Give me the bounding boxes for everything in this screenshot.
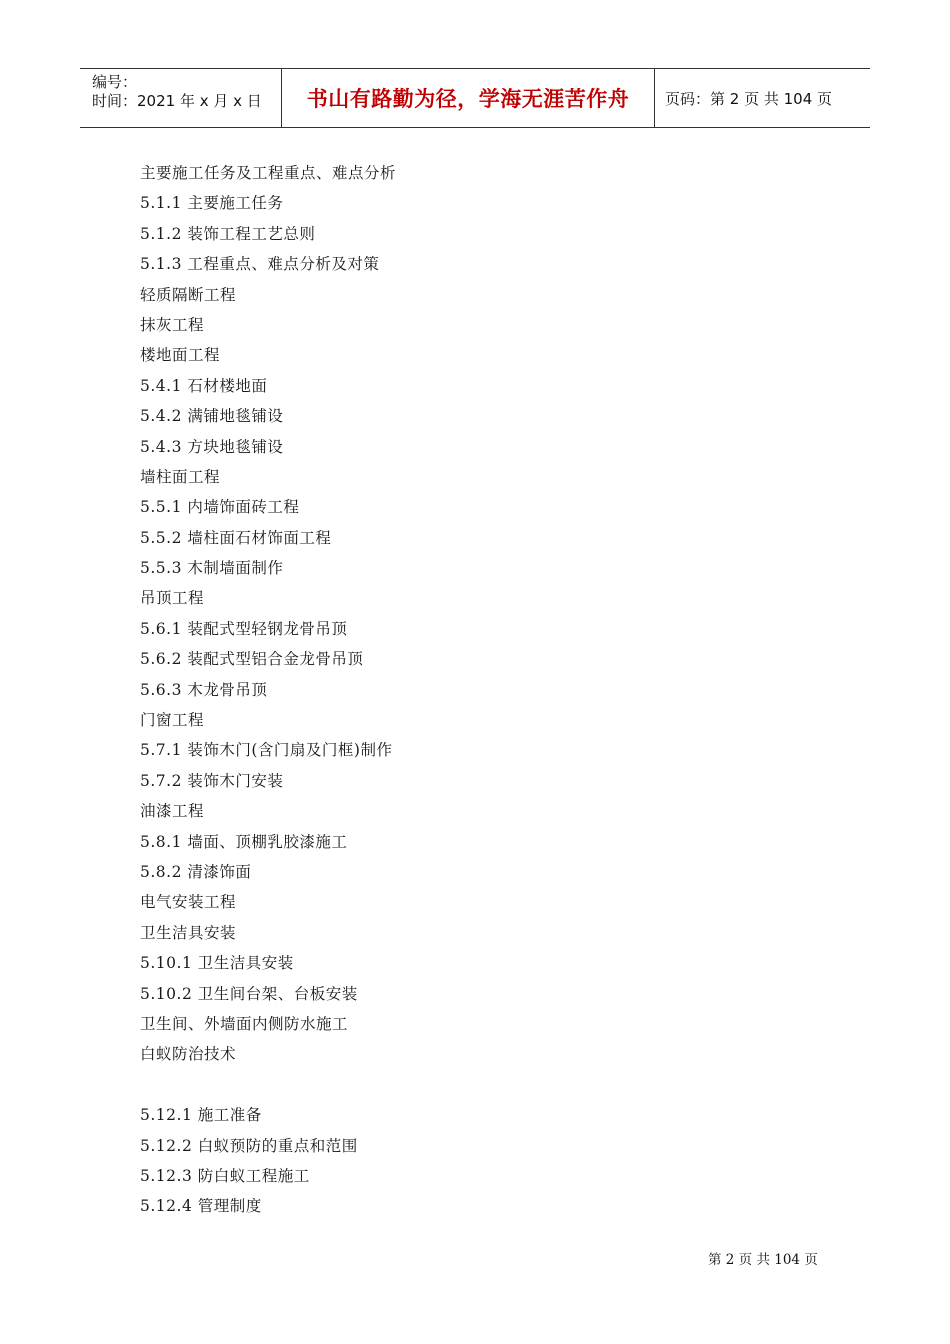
toc-entry: 5.12.3 防白蚁工程施工 xyxy=(140,1166,310,1185)
toc-entry: 5.4.1 石材楼地面 xyxy=(140,376,268,395)
toc-entry: 5.5.1 内墙饰面砖工程 xyxy=(140,498,300,517)
toc-entry: 卫生间、外墙面内侧防水施工 xyxy=(140,1014,349,1033)
toc-entry: 白蚁防治技术 xyxy=(140,1045,237,1064)
toc-entry: 5.5.3 木制墙面制作 xyxy=(140,559,284,578)
table-of-contents xyxy=(140,158,840,1222)
toc-entry: 5.7.2 装饰木门安装 xyxy=(140,771,284,790)
toc-entry: 5.1.3 工程重点、难点分析及对策 xyxy=(140,255,380,274)
toc-entry: 门窗工程 xyxy=(140,711,205,730)
toc-entry: 5.12.2 白蚁预防的重点和范围 xyxy=(140,1136,358,1155)
header-page-info: 页码：第 2 页 共 104 页 xyxy=(665,89,833,108)
toc-entry: 5.10.1 卫生洁具安装 xyxy=(140,954,294,973)
toc-entry: 5.5.2 墙柱面石材饰面工程 xyxy=(140,528,332,547)
toc-entry: 楼地面工程 xyxy=(140,346,221,365)
toc-entry: 5.6.3 木龙骨吊顶 xyxy=(140,680,268,699)
page-footer: 第 2 页 共 104 页 xyxy=(708,1252,818,1268)
toc-entry: 5.8.1 墙面、顶棚乳胶漆施工 xyxy=(140,832,348,851)
page-header xyxy=(80,68,870,128)
toc-entry: 5.12.1 施工准备 xyxy=(140,1106,262,1125)
toc-entry: 5.1.2 装饰工程工艺总则 xyxy=(140,224,316,243)
toc-entry: 5.7.1 装饰木门(含门扇及门框)制作 xyxy=(140,741,393,760)
toc-entry: 5.6.2 装配式型铝合金龙骨吊顶 xyxy=(140,650,364,669)
toc-entry: 墙柱面工程 xyxy=(140,467,221,486)
toc-entry: 5.8.2 清漆饰面 xyxy=(140,862,252,881)
header-meta xyxy=(80,69,282,127)
toc-entry: 5.4.2 满铺地毯铺设 xyxy=(140,407,284,426)
header-motto: 书山有路勤为径，学海无涯苦作舟 xyxy=(282,69,655,127)
toc-spacer xyxy=(140,1070,840,1100)
toc-entry: 5.12.4 管理制度 xyxy=(140,1197,262,1216)
document-time-label: 时间：2021 年 x 月 x 日 xyxy=(92,92,262,110)
toc-entry: 吊顶工程 xyxy=(140,589,205,608)
document-number-label: 编号： xyxy=(92,73,138,91)
toc-entry: 轻质隔断工程 xyxy=(140,285,237,304)
toc-entry: 油漆工程 xyxy=(140,802,205,821)
toc-entry: 卫生洁具安装 xyxy=(140,923,237,942)
toc-entry: 5.6.1 装配式型轻钢龙骨吊顶 xyxy=(140,619,348,638)
toc-entry: 电气安装工程 xyxy=(140,893,237,912)
toc-entry: 5.10.2 卫生间台架、台板安装 xyxy=(140,984,358,1003)
toc-entry: 5.4.3 方块地毯铺设 xyxy=(140,437,284,456)
toc-entry: 抹灰工程 xyxy=(140,315,205,334)
toc-entry: 5.1.1 主要施工任务 xyxy=(140,194,284,213)
toc-entry: 主要施工任务及工程重点、难点分析 xyxy=(140,164,397,182)
